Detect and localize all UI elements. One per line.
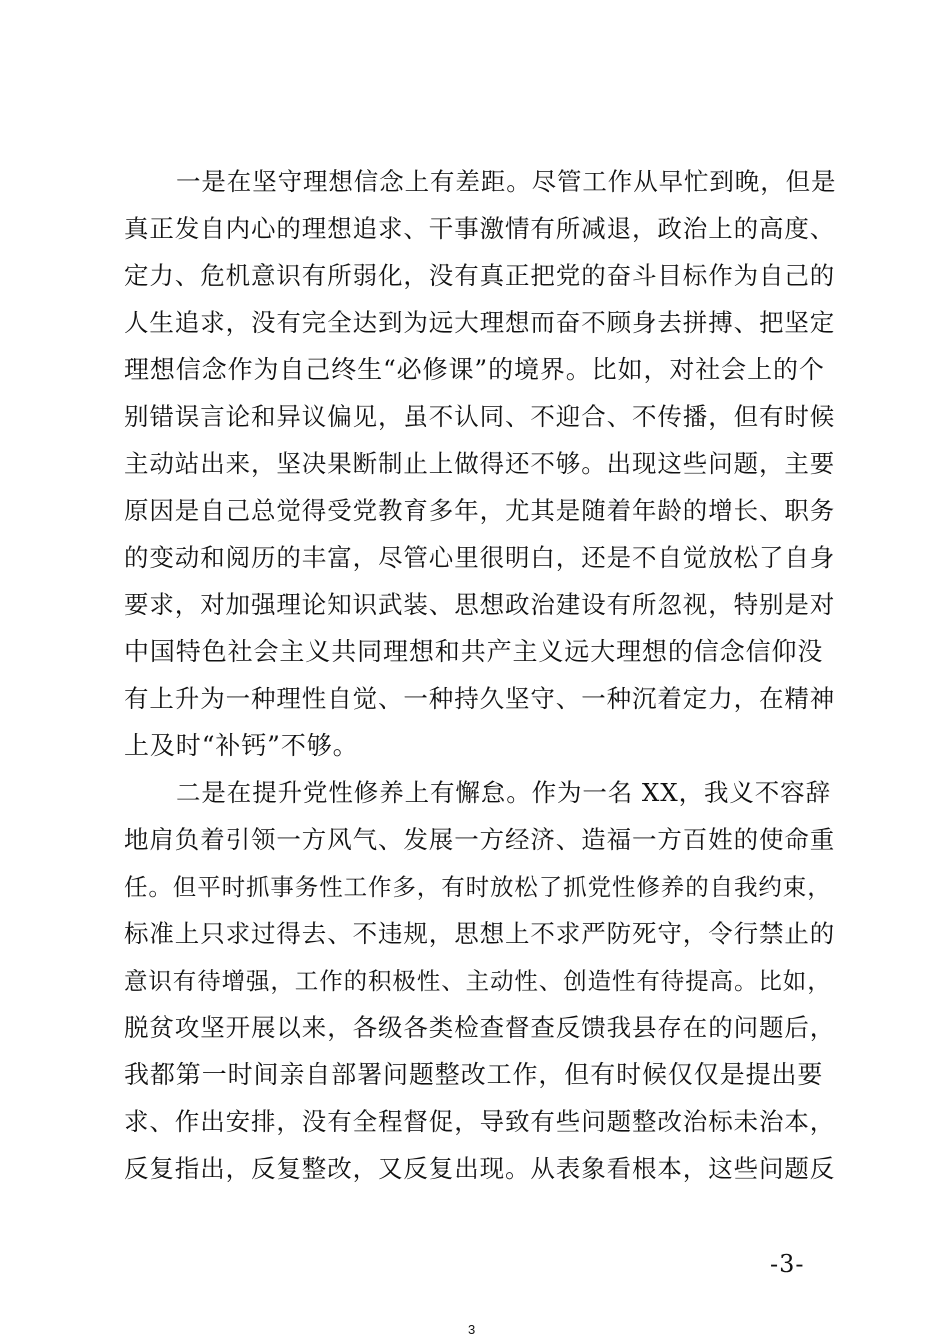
- paragraph-line: 二是在提升党性修养上有懈怠。作为一名 XX，我义不容辞: [176, 778, 831, 807]
- paragraph-line: 脱贫攻坚开展以来，各级各类检查督查反馈我县存在的问题后，: [124, 1013, 836, 1042]
- paragraph-line: 求、作出安排，没有全程督促，导致有些问题整改治标未治本，: [124, 1107, 836, 1136]
- paragraph-line: 别错误言论和异议偏见，虽不认同、不迎合、不传播，但有时候: [124, 402, 836, 431]
- paragraph-line: 一是在坚守理想信念上有差距。尽管工作从早忙到晚，但是: [176, 167, 837, 196]
- paragraph-line: 理想信念作为自己终生“必修课”的境界。比如，对社会上的个: [124, 355, 825, 384]
- paragraph-line: 要求，对加强理论知识武装、思想政治建设有所忽视，特别是对: [124, 590, 836, 619]
- paragraph-line: 真正发自内心的理想追求、干事激情有所减退，政治上的高度、: [124, 214, 836, 243]
- paragraph-line: 我都第一时间亲自部署问题整改工作，但有时候仅仅是提出要: [124, 1060, 824, 1089]
- paragraph-line: 原因是自己总觉得受党教育多年，尤其是随着年龄的增长、职务: [124, 496, 836, 525]
- paragraph-line: 任。但平时抓事务性工作多，有时放松了抓党性修养的自我约束，: [124, 873, 832, 901]
- footer-page-number: 3: [468, 1322, 476, 1337]
- paragraph-line: 中国特色社会主义共同理想和共产主义远大理想的信念信仰没: [124, 637, 824, 666]
- paragraph-line: 的变动和阅历的丰富，尽管心里很明白，还是不自觉放松了自身: [124, 543, 836, 572]
- paragraph-line: 定力、危机意识有所弱化，没有真正把党的奋斗目标作为自己的: [124, 261, 836, 290]
- paragraph-line: 人生追求，没有完全达到为远大理想而奋不顾身去拼搏、把坚定: [124, 308, 836, 337]
- paragraph-line: 反复指出，反复整改，又反复出现。从表象看根本，这些问题反: [124, 1154, 836, 1183]
- paragraph-line: 主动站出来，坚决果断制止上做得还不够。出现这些问题，主要: [124, 449, 836, 478]
- paragraph-line: 意识有待增强，工作的积极性、主动性、创造性有待提高。比如，: [124, 967, 832, 995]
- paragraph-line: 上及时“补钙”不够。: [124, 731, 359, 760]
- paragraph-line: 标准上只求过得去、不违规，思想上不求严防死守，令行禁止的: [124, 919, 836, 948]
- paragraph-line: 地肩负着引领一方风气、发展一方经济、造福一方百姓的使命重: [124, 825, 836, 854]
- page-number: -3-: [770, 1250, 805, 1278]
- paragraph-line: 有上升为一种理性自觉、一种持久坚守、一种沉着定力，在精神: [124, 684, 836, 713]
